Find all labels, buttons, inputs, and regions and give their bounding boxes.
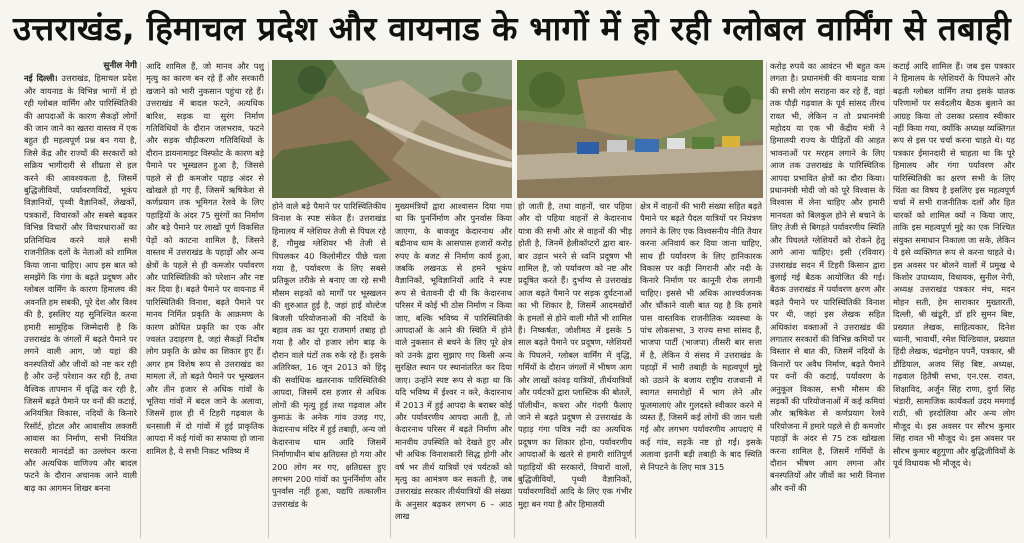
column-7-text: करोड़ रुपये का आवंटन भी बहुत कम लगता है। प्रधानमंत्री की वायनाड यात्रा की सभी लोग सराहना कर रहे हैं, वहां तक पौड़ी गढ़वाल के पूर्व सांसद तीरथ रावत भी, लेकिन न तो प्रधानमंत्री महोदय या एक भी केंद्रीय मंत्री ने हिमालयी राज्य के पीड़ितों की आहत भावनाओं पर मरहम लगाने के लिए आज तक उत्तराखंड के पारिस्थितिक आपदा प्रभावित क्षेत्रों का दौरा किया। प्रधानमंत्री मोदी जो को पूरे विश्वास के विश्वास में लेना चाहिए और हमारी मानवता को बिलकुल होने से बचाने के लिए तेजी से बिगड़ते पर्यावरणीय स्थिति और पिघलते ग्लेशियरों को रोकने हेतु आगे आना चाहिए। इसी (रविवार) उत्तराखंड सदन में टिहरी किसान द्वारा बुलाई गई बैठक आयोजित की गई। बैठक उत्तराखंड में पर्यावरण क्षरण और बढ़ते पैमाने पर पारिस्थितिकी विनाश पर थी, जहां इस लेखक सहित अधिकांश वक्ताओं ने उत्तराखंड की लगातार सरकारों की विभिन्न कमियों पर विस्तार से बात की, जिसमें नदियों के किनारों पर अवैध निर्माण, बढ़ते पैमाने पर वनों की कटाई, पर्यावरण के अनुकूल विकास, सभी मौसम की सड़कों की परियोजनाओं में कई कमियां और ऋषिकेश से कर्णप्रयाग रेलवे परियोजना में हमारे पहले से ही कमजोर पहाड़ों के अंदर से 75 टक खोखला करना शामिल है, जिसमें गर्मियों के दौरान भीषण आग लगना और बनस्पतियों और जीवों का भारी विनाश और वनों की xyxy=(770,61,885,493)
column-4-text: मुख्यमंत्रियों द्वारा आश्वासन दिया गया था कि पुनर्निर्माण और पुनर्वास किया जाएगा, के बावजूद केदारनाथ और बद्रीनाथ धाम के आसपास हजारों करोड़ रुपए के बजट से निर्माण कार्य हुआ, जबकि लखनऊ से हमने भूकंप वैज्ञानिकों, भूविज्ञानियों आदि ने स्पष्ट रूप से चेतावनी दी थी कि केदारनाथ परिसर में कोई भी ठोस निर्माण न किया जाए, बल्कि भविष्य में पारिस्थितिकी आपदाओं के आने की स्थिति में होने वाले नुकसान से बचने के लिए पूरे क्षेत्र को उनके द्वारा सुझाए गए किसी अन्य सुरक्षित स्थान पर स्थानांतरित कर दिया जाए। उन्होंने स्पष्ट रूप से कहा था कि यदि भविष्य में ईश्वर न करे, केदारनाथ में 2013 में हुई आपदा के बराबर कोई और पर्यावरणीय आपदा आती है, तो केदारनाथ परिसर में बढ़ते निर्माण और मानवीय उपस्थिति को देखते हुए और भी अधिक विनाशकारी सिद्ध होगी और वर्ष भर तीर्थ यात्रियों एवं पर्यटकों को मृत्यु का आमंत्रण कर सकती है, जब उत्तराखंड सरकार तीर्थयात्रियों की संख्या के अनुसार बढ़कर लगभग 6 – आठ लाख xyxy=(395,201,512,522)
landslide-road-image xyxy=(272,60,512,198)
column-rule xyxy=(514,202,515,538)
headline: उत्तराखंड, हिमाचल प्रदेश और वायनाड के भागों में हो रही ग्लोबल वार्मिंग से तबाही xyxy=(12,9,1012,48)
landslide-traffic-photo xyxy=(517,60,763,198)
landslide-road-photo xyxy=(272,60,512,198)
article-column-5 xyxy=(518,200,632,540)
article-column-1 xyxy=(24,60,137,540)
column-5-text: हो जाती है, तथा वाहनों, चार पहिया और दो पहिया वाहनों से केदारनाथ यात्रा की सभी ओर से वाहनों की भीड़ होती है, जिनमें हेलीकॉप्टरों द्वारा बार-बार उड़ान भरने से ध्वनि प्रदूषण भी शामिल है, जो पर्यावरण को नष्ट और प्रदूषित करते हैं। दुर्भाग्य से उत्तराखंड आज बढ़ते पैमाने पर सड़क दुर्घटनाओं का भी शिकार है, जिसमें आदमखोरों के हमलों से होने वाली मौतें भी शामिल हैं। निष्कर्षतः, जोशीमठ में इसके 5 साल बढ़ते पैमाने पर प्रदूषण, ग्लेशियरों के पिघलने, ग्लोबल वार्मिंग में वृद्धि, गर्मियों के दौरान जंगलों में भीषण आग और लाखों कांवड़ यात्रियों, तीर्थयात्रियों और पर्यटकों द्वारा प्लास्टिक की बोतलें, पॉलीथीन, कचरा और गंदगी फैलाए जाने से बढ़ते प्रदूषण से उत्तराखंड के पहाड़ गंगा पवित्र नदी का अत्यधिक प्रदूषण का शिकार होना, पर्यावरणीय आपदाओं के खतरे से हमारी शांतिपूर्ण पहाड़ियों की सरकारों, विचारों वालों, बुद्धिजीवियों, पृथ्वी वैज्ञानिकों, पर्यावरणविदों आदि के लिए एक गंभीर मुद्दा बन गया है और हिमालयी xyxy=(518,201,632,509)
column-rule xyxy=(140,62,141,538)
article-column-8 xyxy=(893,60,1015,540)
column-rule xyxy=(390,202,391,538)
column-3-text: होने वाले बड़े पैमाने पर पारिस्थितिकीय विनाश के स्पष्ट संकेत हैं। उत्तराखंड हिमालय में ग्लेशियर तेजी से पिघल रहे हैं, गौमुख ग्लेशियर भी तेजी से पिघलकर 40 किलोमीटर पीछे चला गया है, पर्यावरण के लिए सबसे प्रतिकूल तरीके से बनाए जा रहे सभी मौसम सड़कों को मार्गों पर भूस्खलन की शुरुआत हुई है, जहां हाई वोल्टेज बिजली परियोजनाओं की नदियों के बहाव तक का पूरा राजमार्ग तबाह हो गया है और दो हजार लोग बाढ़ के दौरान वाले घंटों तक रुके रहे हैं। इसके अतिरिक्त, 16 जून 2013 को हिंदू की सर्वाधिक खतरनाक पारिस्थितिकी आपदा, जिसमें दस हजार से अधिक लोगों की मृत्यु हुई तथा गढ़वाल और कुमाऊं के अनेक गांव उजड़ गए, केदारनाथ मंदिर में हुई तबाही, अन्य जो केदारनाथ धाम आदि जिसमें निर्माणाधीन बांध क्षतिग्रस्त हो गया और 200 लोग मर गए, क्षतिग्रस्त हुए लगभग 200 गांवों का पुनर्निर्माण और पुनर्वास नहीं हुआ, यद्यपि तत्कालीन उत्तराखंड के xyxy=(272,201,386,509)
column-rule xyxy=(766,62,767,538)
column-1-text: उत्तराखंड, हिमाचल प्रदेश और वायनाड के विभिन्न भागों में हो रही ग्लोबल वार्मिंग और पारिस्थितिकी की आपदाओं के कारण सैकड़ों लोगों की जान जाने का खतरा वास्तव में एक बहुत ही महत्वपूर्ण प्रश्न बन गया है, जिसे केंद्र और राज्यों की सरकारों को सक्रिय भागीदारी से शीघ्रता से हल करने की आवश्यकता है, जिसमें बुद्धिजीवियों, पर्यावरणविदों, भूकंप विज्ञानियों, पृथ्वी वैज्ञानिकों, लेखकों, पत्रकारों, विचारकों और सबसे बढ़कर विभिन्न विचारों और विचारधाराओं का प्रतिनिधित्व करने वाले सभी राजनीतिक दलों के नेताओं को शामिल किया जाना चाहिए। आप इस बात को समझेंगे कि गंगा के बढ़ते प्रदूषण और ग्लोबल वार्मिंग के कारण हिमालय की अवनति हम सबकी, पूरे देश और विश्व की है, इसलिए यह सुनिश्चित करना हमारी सामूहिक जिम्मेदारी है कि उत्तराखंड के जंगलों में बढ़ते पैमाने पर लगने वाली आग, जो यहां की वनस्पतियों और जीवों को नष्ट कर रही है और उन्हें परेशान कर रही है, तथा वैश्विक तापमान में वृद्धि कर रही है, जिसमें बढ़ते पैमाने पर वनों की कटाई, अनियंत्रित विकास, नदियों के किनारे रिसॉर्ट, होटल और आवासीय लक्जरी आवास का निर्माण, सभी नियंत्रित सरकारी मानदंडों का उल्लंघन करना और अत्यधिक वाणिज्य और बादल फटने के दौरान अचानक आने वाली बाढ़ का आगमन शिखर बनना xyxy=(24,73,137,493)
column-rule xyxy=(268,62,269,538)
dateline: नई दिल्ली। xyxy=(24,73,58,84)
column-rule xyxy=(889,62,890,538)
byline: सुनील नेगी xyxy=(103,61,137,71)
column-6-text: क्षेत्र में वाहनों की भारी संख्या सहित बढ़ते पैमाने पर बढ़ते पैदल यात्रियों पर नियंत्रण लगाने के लिए एक विश्वसनीय नीति तैयार करना अनिवार्य कर दिया जाना चाहिए, साथ ही पर्यावरण के लिए हानिकारक विकास पर कड़ी निगरानी और नदी के किनारे निर्माण पर कानूनी रोक लगानी चाहिए। इससे भी अधिक आश्चर्यजनक और चौंकाने वाली बात यह है कि हमारे पास वास्तविक राजनीतिक व्यवस्था के पांच लोकसभा, 3 राज्य सभा सांसद हैं, भाजपा पार्टी (भाजपा) तीसरी बार सत्ता में है, लेकिन ये संसद में उत्तराखंड के पहाड़ों में भारी तबाही के महत्वपूर्ण मुद्दे को उठाने के बजाय राष्ट्रीय राजधानी में स्वागत समारोहों में भाग लेने और फूलमालाएं और गुलदस्ते स्वीकार करने में व्यस्त हैं, जिसमें कई लोगों की जान चली गई और लगभग पर्यावरणीय आपदाएं में कई गांव, सड़कें नष्ट हो गईं। इसके अलावा इतनी बड़ी तबाही के बाद स्थिति से निपटने के लिए मात्र 315 xyxy=(640,201,762,472)
article-column-4 xyxy=(395,200,512,540)
column-2-text: आदि शामिल हैं, जो मानव और पशु मृत्यु का कारण बन रहे हैं और सरकारी खजाने को भारी नुकसान पहुंचा रहे हैं। उत्तराखंड में बादल फटने, अत्यधिक बारिश, सड़क या सुरंग निर्माण गतिविधियों के दौरान जलभराव, फटने और सड़क चौड़ीकरण गतिविधियों के दौरान डायनामाइट विस्फोट के कारण बड़े पैमाने पर भूस्खलन हुआ है, जिससे पहले से ही कमजोर पहाड़ अंदर से खोखले हो गए हैं, जिसमें ऋषिकेश से कर्णप्रयाग तक भूमिगत रेलवे के लिए पहाड़ियों के अंदर 75 सुरंगों का निर्माण और बड़े पैमाने पर लाखों पूर्ण विकसित पेड़ों को काटना शामिल है, जिसने वास्तव में उत्तराखंड के पहाड़ों और अन्य क्षेत्रों के पहले से ही कमजोर पर्यावरण और पारिस्थितिकी को परेशान और नष्ट कर दिया है। बढ़ते पैमाने पर वायनाड में पारिस्थितिकी विनाश, बढ़ते पैमाने पर मानव निर्मित प्रकृति के आक्रमण के कारण क्रोधित प्रकृति का एक और ज्वलंत उदाहरण है, जहां सैकड़ों निर्दोष लोग प्रकृति के क्रोध का शिकार हुए हैं। अगर हम विशेष रूप से उत्तराखंड का मामला लें, तो बढ़ते पैमाने पर भूस्खलन और तीन हजार से अधिक गांवों के भूतिया गांवों में बदल जाने के अलावा, जिसमें हाल ही में टिहरी गढ़वाल के धनसाली में दो गांवों में हुई प्राकृतिक आपदा में कई गांवों का सफाया हो जाना शामिल है, ये सभी निकट भविष्य में xyxy=(146,61,264,456)
column-8-text: कटाई आदि शामिल हैं। जब इस पत्रकार ने हिमालय के ग्लेशियरों के पिघलने और बढ़ती ग्लोबल वार्मिंग तथा इसके घातक परिणामों पर सर्वदलीय बैठक बुलाने का आग्रह किया तो उसका प्रस्ताव स्वीकार नहीं किया गया, क्योंकि अध्यक्ष व्यक्तिगत रूप से इस पर चर्चा करना चाहते थे। यह पत्रकार ईमानदारी से चाहता था कि पूरे हिमालय और गंगा पर्यावरण और पारिस्थितिकी का क्षरण सभी के लिए चिंता का विषय है इसलिए इस महत्वपूर्ण चर्चा में सभी राजनीतिक दलों और हित धारकों को शामिल क्यों न किया जाए, ताकि इस महत्वपूर्ण मुद्दे का एक निश्चित संयुक्त समाधान निकाला जा सके, लेकिन ये इसे व्यक्तिगत रूप से करना चाहते थे। इस अवसर पर बोलने वालों में प्रमुख थे किशोर उपाध्याय, विधायक, सुनील नेगी, अध्यक्ष उत्तराखंड पत्रकार मंच, मदन मोहन सती, हेम साराकार मुख्तारती, दिल्ली, श्री खंडूरी, डॉ हरि सुमन बिष्ट, प्रख्यात लेखक, साहित्यकार, दिनेश ध्यानी, भावार्थी, रमेश घिल्डियाल, प्रख्यात हिंदी लेखक, चंद्रमोहन पपनैं, पत्रकार, श्री डौंडियाल, अजय सिंह बिष्ट, अध्यक्ष, गढ़वाल हितैषी सभा, एन.एस. रावत, शिक्षाविद, अर्जुन सिंह राणा, दुर्गा सिंह भंडारी, सामाजिक कार्यकर्ता उदय ममगाई राठी, श्री हरदोलिया और अन्य लोग मौजूद थे। इस अवसर पर सौरभ कुमार सिंह रावत भी मौजूद थे। इस अवसर पर सौरभ कुमार बहुगुणा और बुद्धिजीवियों के पूर्व विधायक भी मौजूद थे। xyxy=(893,61,1015,468)
article-column-7 xyxy=(770,60,885,540)
article-column-6 xyxy=(640,200,762,540)
article-column-2 xyxy=(146,60,264,540)
article-column-3 xyxy=(272,200,386,540)
column-rule xyxy=(635,202,636,538)
landslide-traffic-image xyxy=(517,60,763,198)
